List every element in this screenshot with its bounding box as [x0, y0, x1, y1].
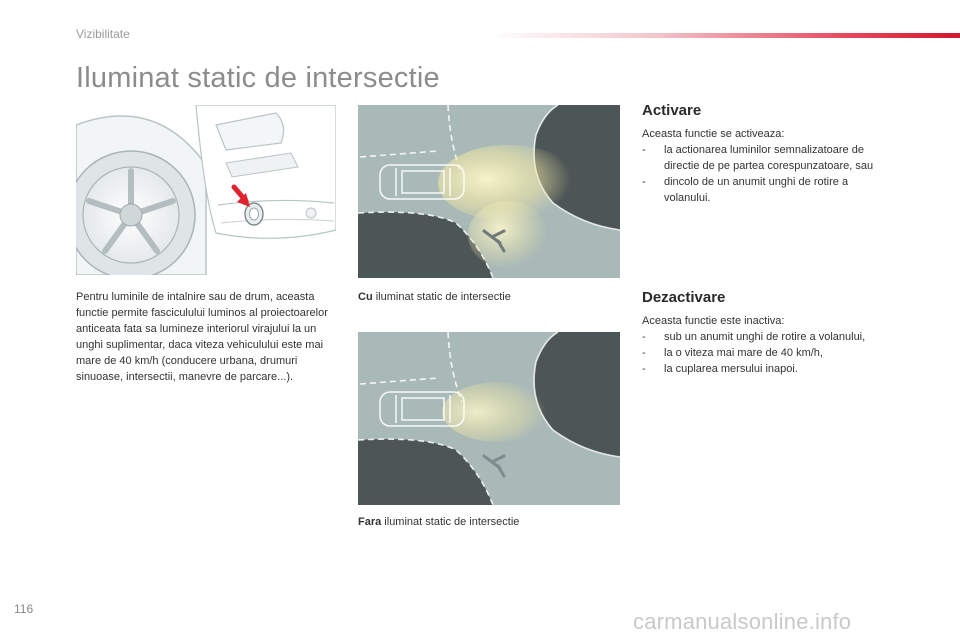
caption-without-bold: Fara [358, 516, 382, 528]
section-tag: Vizibilitate [76, 27, 130, 41]
list-item [642, 345, 897, 361]
list-item [642, 361, 897, 377]
deactivation-section [642, 313, 897, 377]
list-item-text: dincolo de un anumit unghi de rotire a volanului. [664, 176, 849, 204]
intro-paragraph: Pentru luminile de intalnire sau de drum, aceasta functie permite fasciculului luminos al proiectoarelor anticeata fata sa lumineze interiorul virajului la un unghi suplimentar, daca viteza vehiculului este mai mare de 40 km/h (conducere urbana, drumuri sinuoase, intersectii, manevre de parcare...). [76, 291, 328, 383]
activation-list [642, 142, 897, 206]
list-item-text: la o viteza mai mare de 40 km/h, [664, 347, 823, 359]
page-number: 116 [14, 602, 34, 616]
bullet-dash: - [642, 144, 646, 156]
with-cornering-light-illustration [358, 105, 620, 278]
activation-lead: Aceasta functie se activeaza: [642, 128, 785, 140]
activation-heading: Activare [642, 102, 702, 119]
watermark: carmanualsonline.info [633, 609, 852, 634]
list-item [642, 142, 897, 174]
list-item [642, 174, 897, 206]
caption-with-text: iluminat static de intersectie [372, 291, 511, 303]
list-item-text: la actionarea luminilor semnalizatoare de directie de pe partea corespunzatoare, sau [664, 144, 874, 172]
bullet-dash: - [642, 347, 646, 359]
caption-with [358, 291, 511, 303]
car-front-illustration [76, 105, 336, 275]
list-item [642, 329, 897, 345]
bullet-dash: - [642, 176, 646, 188]
list-item-text: sub un anumit unghi de rotire a volanului, [664, 331, 866, 343]
without-cornering-light-illustration [358, 332, 620, 505]
page-title: Iluminat static de intersectie [76, 62, 440, 94]
caption-without [358, 516, 519, 528]
activation-section [642, 126, 897, 206]
bullet-dash: - [642, 363, 646, 375]
list-item-text: la cuplarea mersului inapoi. [664, 363, 798, 375]
header-accent-bar [490, 33, 960, 38]
caption-with-bold: Cu [358, 291, 373, 303]
deactivation-heading: Dezactivare [642, 289, 726, 306]
deactivation-lead: Aceasta functie este inactiva: [642, 315, 785, 327]
deactivation-list [642, 329, 897, 377]
caption-without-text: iluminat static de intersectie [381, 516, 520, 528]
bullet-dash: - [642, 331, 646, 343]
